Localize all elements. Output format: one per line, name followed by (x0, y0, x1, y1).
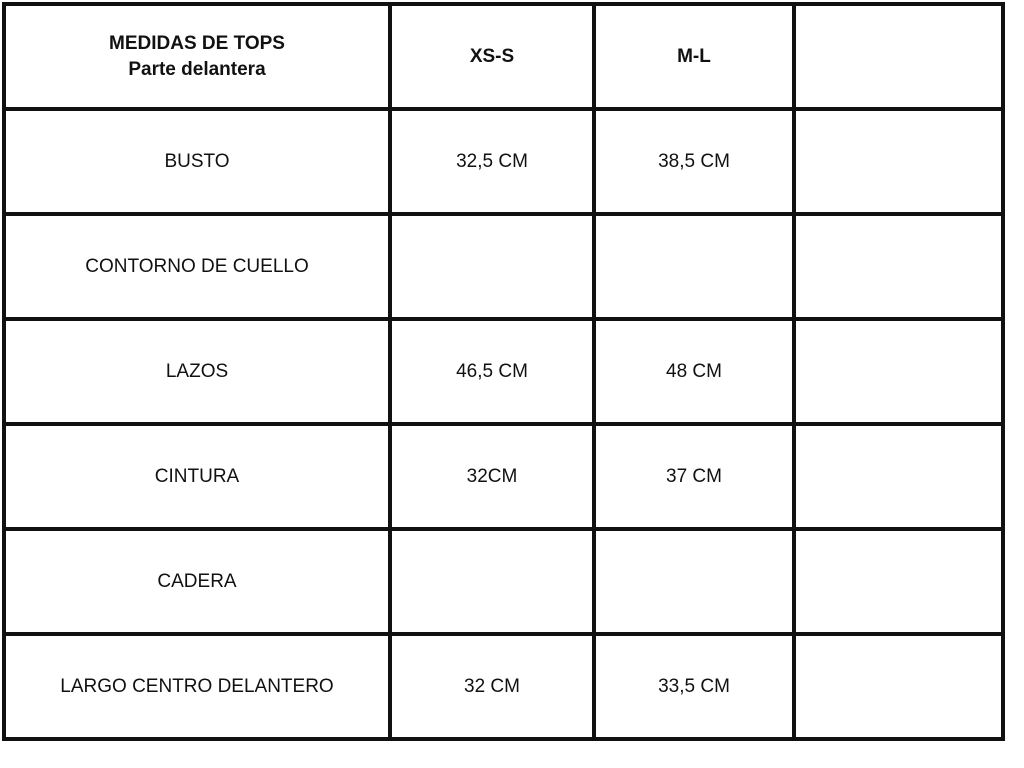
cell-m-l (594, 214, 794, 319)
row-label: LAZOS (4, 319, 390, 424)
cell-m-l: 48 CM (594, 319, 794, 424)
row-label: LARGO CENTRO DELANTERO (4, 634, 390, 739)
table-row (4, 529, 1003, 634)
table-row (4, 319, 1003, 424)
size-header-empty (794, 4, 1003, 109)
table-row (4, 214, 1003, 319)
cell-xs-s (390, 529, 594, 634)
cell-extra (794, 319, 1003, 424)
row-label: CONTORNO DE CUELLO (4, 214, 390, 319)
cell-xs-s: 46,5 CM (390, 319, 594, 424)
cell-extra (794, 214, 1003, 319)
row-label: BUSTO (4, 109, 390, 214)
size-header-m-l: M-L (594, 4, 794, 109)
table-subtitle: Parte delantera (128, 58, 266, 80)
cell-xs-s: 32CM (390, 424, 594, 529)
table-row (4, 424, 1003, 529)
cell-xs-s (390, 214, 594, 319)
cell-xs-s: 32 CM (390, 634, 594, 739)
cell-m-l: 37 CM (594, 424, 794, 529)
header-title-cell (4, 4, 390, 109)
size-table (2, 2, 1005, 741)
table-row (4, 109, 1003, 214)
table-header-row (4, 4, 1003, 109)
cell-xs-s: 32,5 CM (390, 109, 594, 214)
cell-extra (794, 109, 1003, 214)
cell-m-l (594, 529, 794, 634)
table-row (4, 634, 1003, 739)
cell-extra (794, 634, 1003, 739)
row-label: CINTURA (4, 424, 390, 529)
table-title: MEDIDAS DE TOPS (109, 32, 285, 54)
cell-m-l: 33,5 CM (594, 634, 794, 739)
cell-m-l: 38,5 CM (594, 109, 794, 214)
size-header-xs-s: XS-S (390, 4, 594, 109)
cell-extra (794, 424, 1003, 529)
row-label: CADERA (4, 529, 390, 634)
cell-extra (794, 529, 1003, 634)
